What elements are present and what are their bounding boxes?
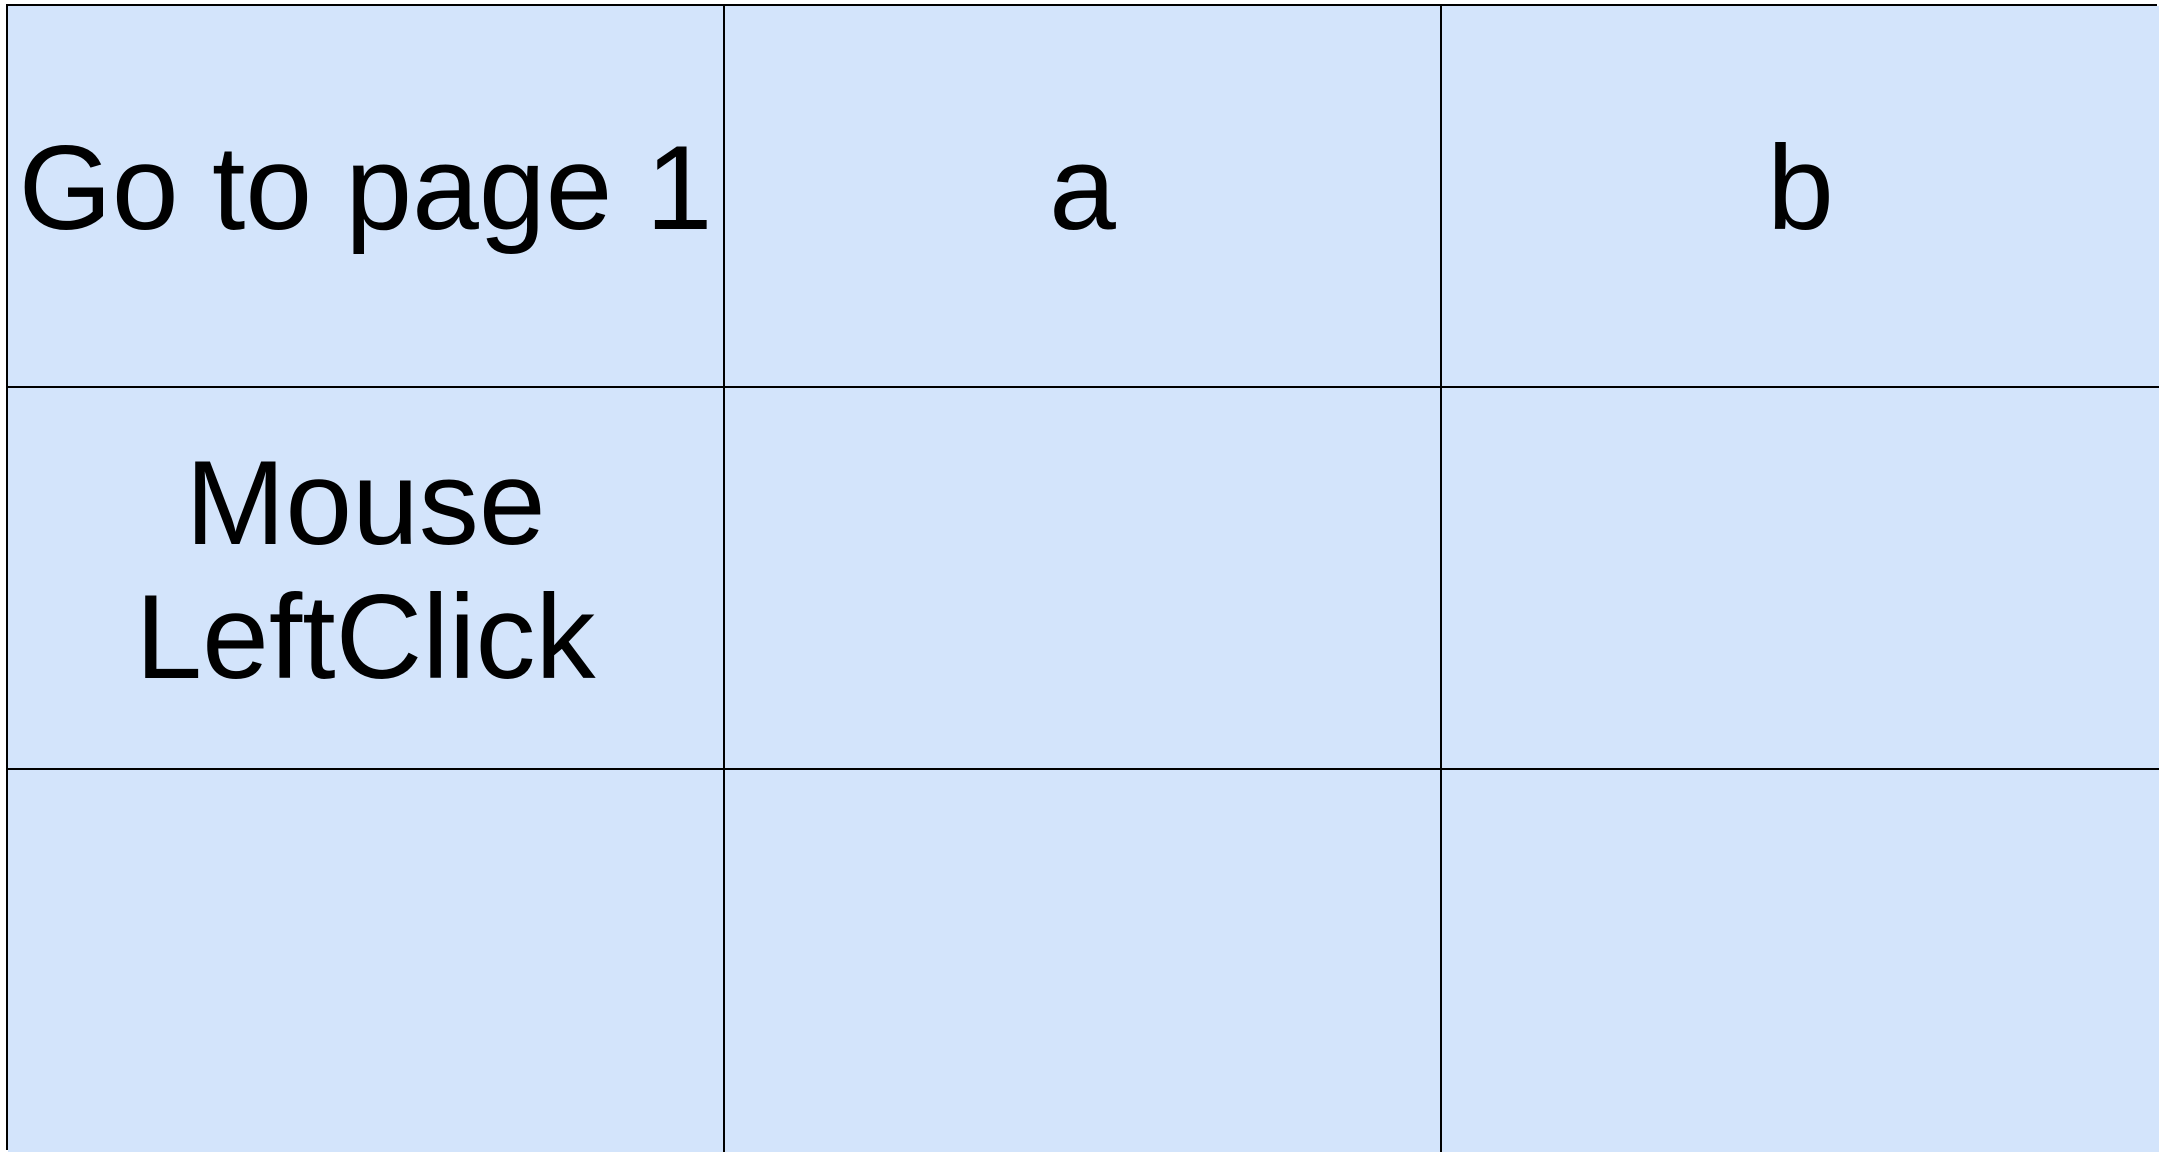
cell-label: Mouse LeftClick xyxy=(135,435,596,704)
empty-cell[interactable] xyxy=(725,388,1442,770)
cell-label: a xyxy=(1049,120,1116,255)
cell-label: Go to page 1 xyxy=(18,120,713,255)
key-b-button[interactable] xyxy=(1442,6,2159,388)
empty-cell[interactable] xyxy=(725,770,1442,1152)
go-to-page-1-button[interactable] xyxy=(8,6,725,388)
mouse-left-click-button[interactable] xyxy=(8,388,725,770)
empty-cell[interactable] xyxy=(1442,388,2159,770)
empty-cell[interactable] xyxy=(1442,770,2159,1152)
cell-label: b xyxy=(1767,120,1834,255)
button-grid xyxy=(6,4,2157,1150)
key-a-button[interactable] xyxy=(725,6,1442,388)
empty-cell[interactable] xyxy=(8,770,725,1152)
